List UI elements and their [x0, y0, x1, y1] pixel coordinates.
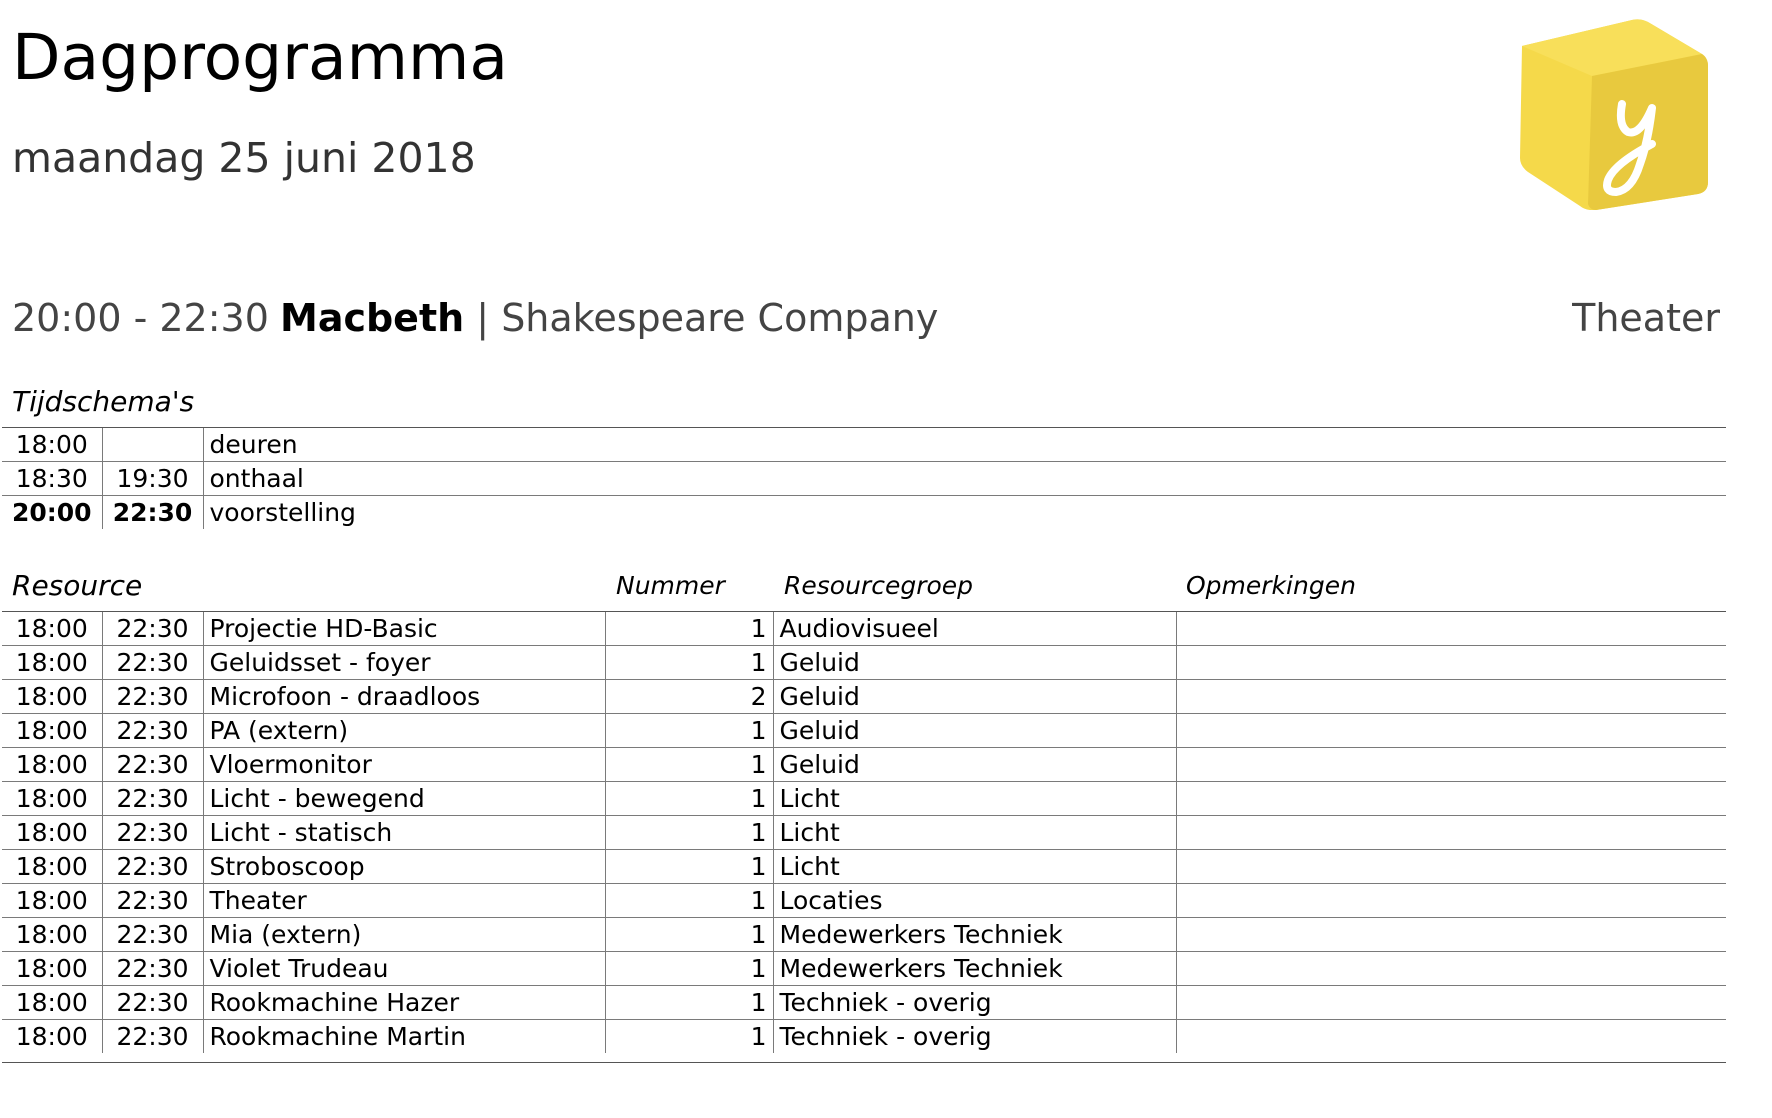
table-row [2, 748, 1726, 782]
resource-start: 18:00 [2, 816, 102, 850]
table-row [2, 714, 1726, 748]
resource-name: Theater [203, 884, 605, 918]
resource-remarks [1176, 680, 1726, 714]
resource-number: 1 [605, 714, 773, 748]
schedule-end: 22:30 [102, 496, 203, 530]
resource-group: Geluid [773, 714, 1176, 748]
resource-group: Geluid [773, 748, 1176, 782]
resource-end: 22:30 [102, 714, 203, 748]
group-heading: Resourcegroep [784, 571, 974, 600]
schedule-end [102, 428, 203, 462]
resource-name: Licht - statisch [203, 816, 605, 850]
table-row [2, 952, 1726, 986]
resource-remarks [1176, 1020, 1726, 1054]
resource-name: Stroboscoop [203, 850, 605, 884]
resource-end: 22:30 [102, 986, 203, 1020]
table-row [2, 680, 1726, 714]
resource-end: 22:30 [102, 748, 203, 782]
resource-number: 1 [605, 816, 773, 850]
resource-start: 18:00 [15, 1022, 88, 1051]
resource-remarks [1176, 782, 1726, 816]
schedule-end: 19:30 [102, 462, 203, 496]
number-heading: Nummer [616, 571, 725, 600]
resource-name: Licht - bewegend [203, 782, 605, 816]
resource-start: 18:00 [2, 680, 102, 714]
resource-start: 18:00 [2, 748, 102, 782]
resource-remarks [1176, 884, 1726, 918]
resource-group: Geluid [773, 680, 1176, 714]
resource-number: 1 [605, 748, 773, 782]
table-row [2, 428, 1726, 462]
resource-name: PA (extern) [203, 714, 605, 748]
resource-group: Medewerkers Techniek [773, 918, 1176, 952]
resource-name: Projectie HD-Basic [203, 612, 605, 646]
table-row [2, 646, 1726, 680]
resource-remarks [1176, 748, 1726, 782]
resource-name: Rookmachine Martin [203, 1020, 605, 1054]
resource-name: Rookmachine Hazer [203, 986, 605, 1020]
resource-group: Licht [773, 850, 1176, 884]
resource-end: 22:30 [102, 1020, 203, 1054]
resource-group: Locaties [773, 884, 1176, 918]
resource-group: Geluid [773, 646, 1176, 680]
logo-y-icon [1512, 14, 1712, 210]
resource-remarks [1176, 816, 1726, 850]
resource-end: 22:30 [102, 816, 203, 850]
resource-remarks [1176, 918, 1726, 952]
resource-number: 1 [605, 918, 773, 952]
resource-number: 1 [605, 850, 773, 884]
resource-number: 1 [605, 782, 773, 816]
resource-remarks [1176, 952, 1726, 986]
event-separator: | [476, 296, 490, 340]
schedule-start: 18:00 [2, 428, 102, 462]
resource-end: 22:30 [102, 612, 203, 646]
resource-remarks [1176, 646, 1726, 680]
event-name: Macbeth [280, 296, 465, 340]
resource-start: 18:00 [2, 612, 102, 646]
resource-number: 1 [605, 612, 773, 646]
table-row [2, 918, 1726, 952]
resource-number: 1 [605, 986, 773, 1020]
table-row [2, 986, 1726, 1020]
resource-heading: Resource [12, 569, 143, 602]
table-row [2, 850, 1726, 884]
table-row [2, 462, 1726, 496]
table-row [2, 884, 1726, 918]
remarks-heading: Opmerkingen [1186, 571, 1356, 600]
event-title [280, 290, 938, 346]
resource-remarks [1176, 850, 1726, 884]
resource-number: 2 [605, 680, 773, 714]
event-summary [12, 290, 1720, 346]
resource-end: 22:30 [102, 884, 203, 918]
resources-table [2, 612, 1726, 1053]
resource-start: 18:00 [2, 782, 102, 816]
resource-end: 22:30 [102, 680, 203, 714]
schedule-heading: Tijdschema's [12, 385, 195, 418]
resources-bottom-rule [2, 1062, 1726, 1063]
resource-end: 22:30 [102, 850, 203, 884]
resource-group: Medewerkers Techniek [773, 952, 1176, 986]
resource-number: 1 [605, 952, 773, 986]
resource-start: 18:00 [2, 646, 102, 680]
table-row [2, 612, 1726, 646]
schedule-label: onthaal [203, 462, 1726, 496]
resource-name: Microfoon - draadloos [203, 680, 605, 714]
event-company: Shakespeare Company [501, 296, 939, 340]
resource-group: Techniek - overig [773, 986, 1176, 1020]
resource-number: 1 [605, 646, 773, 680]
resource-end: 22:30 [102, 646, 203, 680]
resource-start: 18:00 [2, 884, 102, 918]
resource-remarks [1176, 986, 1726, 1020]
table-row [2, 816, 1726, 850]
page-date: maandag 25 juni 2018 [12, 134, 476, 182]
page-title: Dagprogramma [12, 21, 509, 94]
resource-name: Violet Trudeau [203, 952, 605, 986]
schedule-start: 20:00 [11, 498, 92, 527]
resource-start: 18:00 [2, 986, 102, 1020]
resource-remarks [1176, 714, 1726, 748]
resource-number: 1 [605, 884, 773, 918]
table-row [2, 1020, 1726, 1054]
resource-start: 18:00 [2, 714, 102, 748]
resource-group: Audiovisueel [773, 612, 1176, 646]
schedule-label: deuren [203, 428, 1726, 462]
resource-group: Techniek - overig [773, 1020, 1176, 1054]
resource-end: 22:30 [102, 918, 203, 952]
table-row [2, 782, 1726, 816]
resource-number: 1 [605, 1020, 773, 1054]
schedule-label: voorstelling [203, 496, 1726, 530]
resource-end: 22:30 [102, 782, 203, 816]
resource-end: 22:30 [102, 952, 203, 986]
event-time: 20:00 - 22:30 [12, 296, 269, 340]
resource-name: Vloermonitor [203, 748, 605, 782]
resource-start: 18:00 [2, 850, 102, 884]
resource-group: Licht [773, 782, 1176, 816]
schedule-table [2, 428, 1726, 529]
schedule-start: 18:30 [2, 462, 102, 496]
table-row [2, 496, 1726, 530]
resource-group: Licht [773, 816, 1176, 850]
event-location: Theater [1572, 296, 1720, 340]
resource-name: Mia (extern) [203, 918, 605, 952]
resource-start: 18:00 [2, 952, 102, 986]
resource-remarks [1176, 612, 1726, 646]
resource-name: Geluidsset - foyer [203, 646, 605, 680]
resource-start: 18:00 [2, 918, 102, 952]
